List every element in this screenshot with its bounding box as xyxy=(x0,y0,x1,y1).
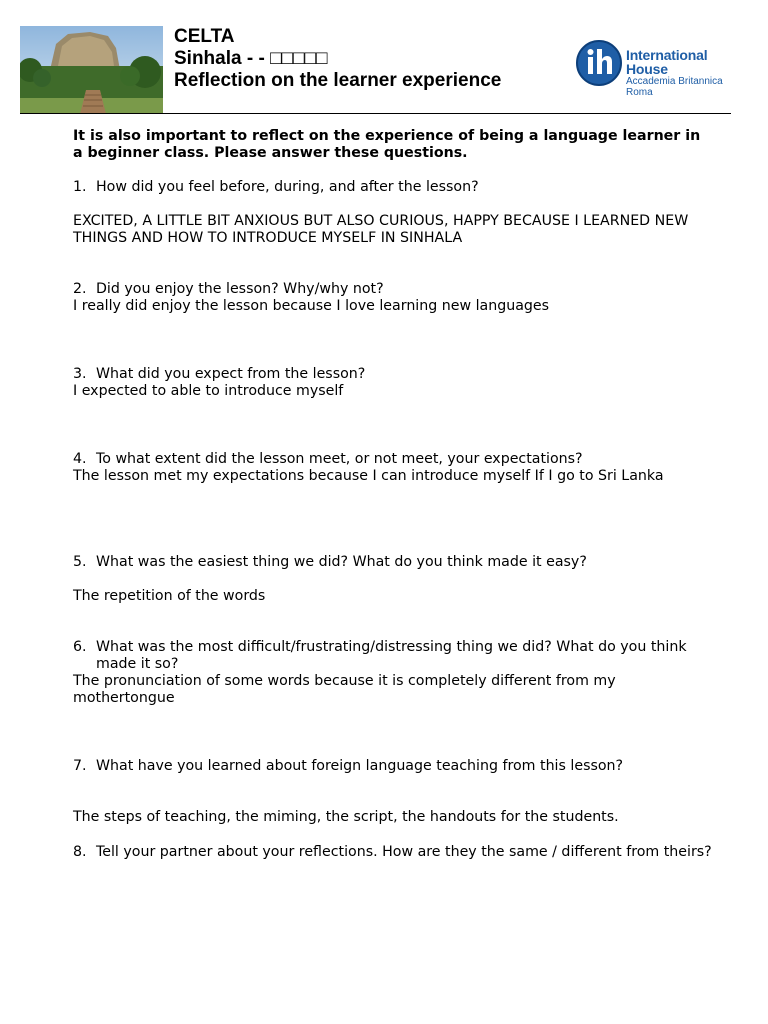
question-number: 5. xyxy=(73,554,87,570)
answer-5: The repetition of the words xyxy=(73,588,266,604)
question-number: 4. xyxy=(73,451,87,467)
question-block-4 xyxy=(73,451,713,468)
answer-7: The steps of teaching, the miming, the script, the handouts for the students. xyxy=(73,809,619,825)
question-text: What have you learned about foreign language teaching from this lesson? xyxy=(96,758,624,774)
document-title: Reflection on the learner experience xyxy=(174,70,502,91)
question-block-1 xyxy=(73,179,713,196)
course-title: CELTA xyxy=(174,26,235,47)
answer-4: The lesson met my expectations because I can introduce myself If I go to Sri Lanka xyxy=(73,468,664,484)
question-text: What was the easiest thing we did? What do you think made it easy? xyxy=(96,554,587,570)
header-titles xyxy=(174,26,501,92)
question-block-2 xyxy=(73,281,713,298)
question-block-6 xyxy=(73,639,713,673)
instructions: It is also important to reflect on the experience of being a language learner in a beginner class. Please answer these questions. xyxy=(73,128,701,161)
question-text: What was the most difficult/frustrating/distressing thing we did? What do you think made it so? xyxy=(96,639,687,672)
logo-text-international: International xyxy=(626,47,708,63)
question-number: 1. xyxy=(73,179,87,195)
question-number: 6. xyxy=(73,639,87,655)
logo-text-house: House xyxy=(626,61,668,77)
question-number: 8. xyxy=(73,844,87,860)
question-block-5 xyxy=(73,554,713,571)
header-divider xyxy=(20,113,731,114)
question-block-3 xyxy=(73,366,713,383)
header-photo-sigiriya xyxy=(20,26,163,114)
answer-2: I really did enjoy the lesson because I love learning new languages xyxy=(73,298,550,314)
question-number: 7. xyxy=(73,758,87,774)
language-title: Sinhala - - □□□□□ xyxy=(174,48,328,69)
question-text: To what extent did the lesson meet, or not meet, your expectations? xyxy=(96,451,583,467)
logo-text-accademia: Accademia Britannica xyxy=(626,76,723,87)
answer-6: The pronunciation of some words because it is completely different from my mothertongue xyxy=(73,673,616,706)
question-text: What did you expect from the lesson? xyxy=(96,366,366,382)
question-text: Did you enjoy the lesson? Why/why not? xyxy=(96,281,384,297)
answer-3: I expected to able to introduce myself xyxy=(73,383,344,399)
question-text: Tell your partner about your reflections. How are they the same / different from theirs? xyxy=(96,844,712,860)
question-number: 2. xyxy=(73,281,87,297)
question-number: 3. xyxy=(73,366,87,382)
answer-1: EXCITED, A LITTLE BIT ANXIOUS BUT ALSO CURIOUS, HAPPY BECAUSE I LEARNED NEW THINGS AND HOW TO INTRODUCE MYSELF IN SINHALA xyxy=(73,213,689,246)
question-block-8 xyxy=(73,844,713,861)
question-text: How did you feel before, during, and after the lesson? xyxy=(96,179,479,195)
landscape-photo-icon xyxy=(20,26,163,114)
international-house-logo xyxy=(574,36,744,106)
document-header xyxy=(0,0,768,116)
logo-text-roma: Roma xyxy=(626,87,653,98)
question-block-7 xyxy=(73,758,713,775)
ih-logo-icon xyxy=(576,40,622,86)
